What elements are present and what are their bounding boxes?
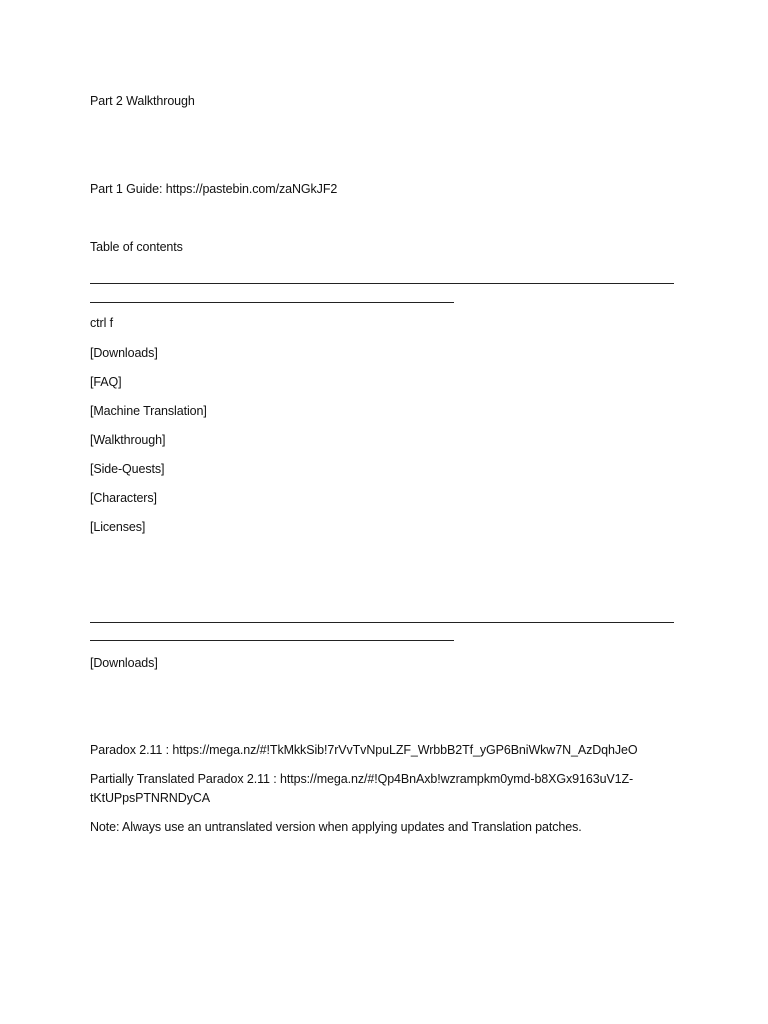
download-link-translated-line1[interactable]: Partially Translated Paradox 2.11 : https://mega.nz/#!Qp4BnAxb!wzrampkm0ymd-b8XGx9163uV1Z- [90, 772, 634, 786]
document-heading: Part 2 Walkthrough [90, 94, 195, 108]
toc-title: Table of contents [90, 240, 183, 254]
toc-item-side-quests[interactable]: [Side-Quests] [90, 462, 165, 476]
downloads-heading: [Downloads] [90, 656, 158, 670]
divider-line [90, 640, 454, 641]
part1-guide-link[interactable]: Part 1 Guide: https://pastebin.com/zaNGkJF2 [90, 182, 338, 196]
toc-item-licenses[interactable]: [Licenses] [90, 520, 146, 534]
search-hint: ctrl f [90, 316, 114, 330]
download-link-translated-line2[interactable]: tKtUPpsPTNRNDyCA [90, 791, 210, 805]
divider-line [90, 283, 674, 284]
divider-line [90, 302, 454, 303]
toc-item-machine-translation[interactable]: [Machine Translation] [90, 404, 207, 418]
download-link-paradox[interactable]: Paradox 2.11 : https://mega.nz/#!TkMkkSib!7rVvTvNpuLZF_WrbbB2Tf_yGP6BniWkw7N_AzDqhJeO [90, 743, 638, 757]
note-text: Note: Always use an untranslated version when applying updates and Translation patches. [90, 820, 582, 834]
divider-line [90, 622, 674, 623]
toc-item-downloads[interactable]: [Downloads] [90, 346, 158, 360]
toc-item-walkthrough[interactable]: [Walkthrough] [90, 433, 166, 447]
toc-item-characters[interactable]: [Characters] [90, 491, 157, 505]
document-page [90, 0, 680, 1024]
toc-item-faq[interactable]: [FAQ] [90, 375, 122, 389]
